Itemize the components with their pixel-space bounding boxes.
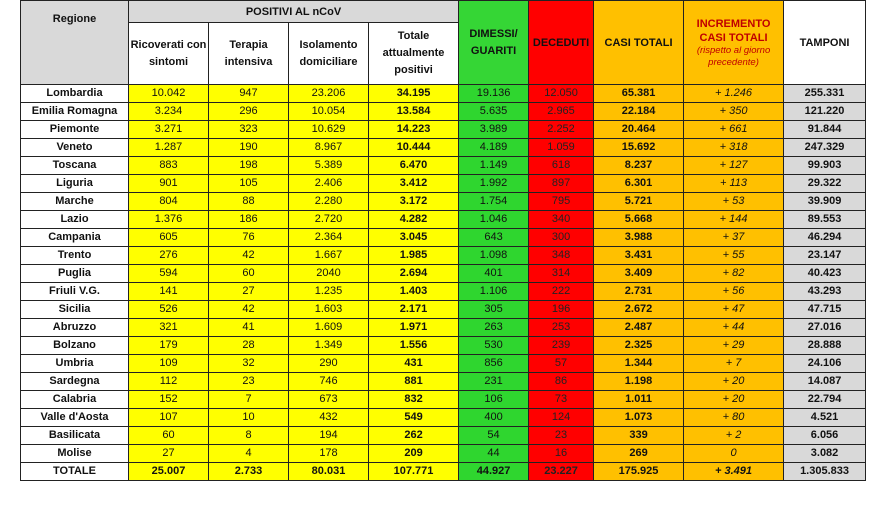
cell-ricoverati: 141 [129,283,209,301]
cell-ricoverati: 3.271 [129,121,209,139]
cell-deceduti: 253 [529,319,594,337]
cell-isolamento: 432 [289,409,369,427]
cell-ricoverati: 901 [129,175,209,193]
cell-tamponi: 247.329 [784,139,866,157]
cell-totale-positivi: 14.223 [369,121,459,139]
cell-totale-positivi: 832 [369,391,459,409]
table-row [21,157,866,175]
table-row [21,319,866,337]
header-positivi-group: POSITIVI AL nCoV [129,1,459,23]
table-row [21,355,866,373]
cell-tamponi: 24.106 [784,355,866,373]
cell-casi-totali: 2.672 [594,301,684,319]
cell-casi-totali: 175.925 [594,463,684,481]
cell-incremento: + 47 [684,301,784,319]
table-row [21,337,866,355]
cell-tamponi: 40.423 [784,265,866,283]
cell-incremento: + 661 [684,121,784,139]
cell-totale-positivi: 34.195 [369,85,459,103]
cell-dimessi: 856 [459,355,529,373]
cell-isolamento: 1.235 [289,283,369,301]
cell-tamponi: 4.521 [784,409,866,427]
cell-terapia: 4 [209,445,289,463]
cell-ricoverati: 804 [129,193,209,211]
cell-tamponi: 46.294 [784,229,866,247]
cell-terapia: 76 [209,229,289,247]
cell-casi-totali: 5.668 [594,211,684,229]
table-header [21,1,866,85]
cell-isolamento: 10.054 [289,103,369,121]
cell-tamponi: 28.888 [784,337,866,355]
header-ricoverati: Ricoverati con sintomi [129,23,209,85]
header-totale-positivi: Totale attualmente positivi [369,23,459,85]
cell-ricoverati: 276 [129,247,209,265]
cell-tamponi: 89.553 [784,211,866,229]
cell-totale-positivi: 1.971 [369,319,459,337]
cell-deceduti: 57 [529,355,594,373]
cell-region: Campania [21,229,129,247]
cell-casi-totali: 22.184 [594,103,684,121]
cell-casi-totali: 3.988 [594,229,684,247]
cell-incremento: + 80 [684,409,784,427]
cell-tamponi: 22.794 [784,391,866,409]
cell-dimessi: 1.149 [459,157,529,175]
cell-totale-positivi: 6.470 [369,157,459,175]
cell-totale-positivi: 3.172 [369,193,459,211]
cell-isolamento: 1.349 [289,337,369,355]
cell-ricoverati: 152 [129,391,209,409]
cell-isolamento: 1.603 [289,301,369,319]
cell-region: Lazio [21,211,129,229]
header-region: Regione [21,1,129,85]
cell-ricoverati: 109 [129,355,209,373]
cell-dimessi: 54 [459,427,529,445]
cell-deceduti: 897 [529,175,594,193]
cell-ricoverati: 10.042 [129,85,209,103]
table-row [21,229,866,247]
cell-region: Emilia Romagna [21,103,129,121]
cell-tamponi: 47.715 [784,301,866,319]
cell-deceduti: 1.059 [529,139,594,157]
cell-region: Abruzzo [21,319,129,337]
cell-isolamento: 8.967 [289,139,369,157]
cell-totale-positivi: 1.403 [369,283,459,301]
cell-region: Basilicata [21,427,129,445]
cell-ricoverati: 179 [129,337,209,355]
cell-dimessi: 231 [459,373,529,391]
cell-incremento: + 37 [684,229,784,247]
cell-region: Bolzano [21,337,129,355]
cell-deceduti: 196 [529,301,594,319]
cell-incremento: + 127 [684,157,784,175]
cell-ricoverati: 3.234 [129,103,209,121]
cell-dimessi: 263 [459,319,529,337]
cell-isolamento: 80.031 [289,463,369,481]
cell-tamponi: 39.909 [784,193,866,211]
cell-dimessi: 5.635 [459,103,529,121]
cell-incremento: + 1.246 [684,85,784,103]
cell-terapia: 323 [209,121,289,139]
cell-isolamento: 290 [289,355,369,373]
cell-region: Puglia [21,265,129,283]
cell-deceduti: 314 [529,265,594,283]
cell-deceduti: 23 [529,427,594,445]
table-row [21,247,866,265]
header-dimessi: DIMESSI/ GUARITI [459,1,529,85]
cell-incremento: + 318 [684,139,784,157]
cell-deceduti: 124 [529,409,594,427]
cell-dimessi: 400 [459,409,529,427]
cell-terapia: 27 [209,283,289,301]
cell-terapia: 947 [209,85,289,103]
cell-totale-positivi: 1.985 [369,247,459,265]
cell-ricoverati: 1.287 [129,139,209,157]
cell-totale-positivi: 881 [369,373,459,391]
cell-dimessi: 44 [459,445,529,463]
cell-incremento: + 53 [684,193,784,211]
cell-totale-positivi: 3.412 [369,175,459,193]
table-row [21,103,866,121]
cell-dimessi: 1.754 [459,193,529,211]
table-row [21,391,866,409]
cell-deceduti: 300 [529,229,594,247]
cell-tamponi: 255.331 [784,85,866,103]
cell-region: Toscana [21,157,129,175]
table-row [21,139,866,157]
cell-casi-totali: 1.011 [594,391,684,409]
cell-dimessi: 401 [459,265,529,283]
cell-incremento: + 82 [684,265,784,283]
cell-ricoverati: 25.007 [129,463,209,481]
cell-terapia: 198 [209,157,289,175]
header-deceduti: DECEDUTI [529,1,594,85]
cell-ricoverati: 27 [129,445,209,463]
covid-regional-table [20,0,866,481]
cell-tamponi: 43.293 [784,283,866,301]
table-row [21,175,866,193]
cell-terapia: 296 [209,103,289,121]
cell-incremento: + 44 [684,319,784,337]
cell-casi-totali: 5.721 [594,193,684,211]
cell-dimessi: 4.189 [459,139,529,157]
cell-terapia: 32 [209,355,289,373]
cell-incremento: + 20 [684,373,784,391]
header-incremento-subtitle: (rispetto al giorno precedente) [696,44,771,68]
cell-deceduti: 2.965 [529,103,594,121]
cell-terapia: 42 [209,247,289,265]
cell-tamponi: 23.147 [784,247,866,265]
cell-totale-positivi: 209 [369,445,459,463]
cell-casi-totali: 20.464 [594,121,684,139]
cell-incremento: + 20 [684,391,784,409]
cell-casi-totali: 1.344 [594,355,684,373]
cell-casi-totali: 65.381 [594,85,684,103]
cell-ricoverati: 112 [129,373,209,391]
cell-casi-totali: 3.431 [594,247,684,265]
cell-incremento: + 350 [684,103,784,121]
cell-terapia: 190 [209,139,289,157]
table-body [21,85,866,481]
cell-ricoverati: 594 [129,265,209,283]
cell-incremento: + 56 [684,283,784,301]
header-incremento-title: INCREMENTO CASI TOTALI [696,17,771,44]
cell-deceduti: 340 [529,211,594,229]
cell-isolamento: 178 [289,445,369,463]
cell-incremento: + 3.491 [684,463,784,481]
cell-dimessi: 44.927 [459,463,529,481]
cell-deceduti: 222 [529,283,594,301]
table-row [21,373,866,391]
cell-region: Sicilia [21,301,129,319]
cell-terapia: 2.733 [209,463,289,481]
cell-dimessi: 305 [459,301,529,319]
cell-dimessi: 1.992 [459,175,529,193]
cell-tamponi: 91.844 [784,121,866,139]
cell-region: Trento [21,247,129,265]
cell-region: Molise [21,445,129,463]
cell-tamponi: 6.056 [784,427,866,445]
cell-ricoverati: 883 [129,157,209,175]
cell-casi-totali: 339 [594,427,684,445]
cell-dimessi: 3.989 [459,121,529,139]
covid-table-container [20,0,866,481]
cell-tamponi: 121.220 [784,103,866,121]
cell-dimessi: 1.046 [459,211,529,229]
cell-terapia: 88 [209,193,289,211]
cell-ricoverati: 321 [129,319,209,337]
cell-isolamento: 2.364 [289,229,369,247]
cell-dimessi: 530 [459,337,529,355]
table-row [21,301,866,319]
cell-region: Umbria [21,355,129,373]
cell-casi-totali: 1.198 [594,373,684,391]
cell-totale-positivi: 10.444 [369,139,459,157]
cell-terapia: 60 [209,265,289,283]
cell-deceduti: 86 [529,373,594,391]
cell-isolamento: 1.667 [289,247,369,265]
cell-casi-totali: 2.487 [594,319,684,337]
cell-dimessi: 1.098 [459,247,529,265]
cell-casi-totali: 2.325 [594,337,684,355]
table-row [21,409,866,427]
cell-isolamento: 10.629 [289,121,369,139]
cell-totale-positivi: 107.771 [369,463,459,481]
cell-region: Lombardia [21,85,129,103]
table-row [21,427,866,445]
cell-isolamento: 746 [289,373,369,391]
cell-deceduti: 795 [529,193,594,211]
cell-deceduti: 348 [529,247,594,265]
cell-ricoverati: 526 [129,301,209,319]
cell-deceduti: 618 [529,157,594,175]
total-row [21,463,866,481]
cell-totale-positivi: 549 [369,409,459,427]
cell-terapia: 10 [209,409,289,427]
cell-dimessi: 106 [459,391,529,409]
cell-casi-totali: 6.301 [594,175,684,193]
cell-region: Sardegna [21,373,129,391]
cell-ricoverati: 107 [129,409,209,427]
cell-incremento: + 55 [684,247,784,265]
cell-region: Valle d'Aosta [21,409,129,427]
cell-incremento: + 29 [684,337,784,355]
cell-terapia: 42 [209,301,289,319]
cell-region: Friuli V.G. [21,283,129,301]
cell-terapia: 105 [209,175,289,193]
cell-isolamento: 2.280 [289,193,369,211]
cell-terapia: 7 [209,391,289,409]
cell-isolamento: 2.406 [289,175,369,193]
cell-region: Calabria [21,391,129,409]
cell-terapia: 186 [209,211,289,229]
cell-casi-totali: 8.237 [594,157,684,175]
cell-casi-totali: 269 [594,445,684,463]
table-row [21,121,866,139]
cell-deceduti: 239 [529,337,594,355]
cell-isolamento: 23.206 [289,85,369,103]
cell-casi-totali: 3.409 [594,265,684,283]
table-row [21,193,866,211]
cell-tamponi: 27.016 [784,319,866,337]
cell-incremento: + 2 [684,427,784,445]
header-isolamento: Isolamento domiciliare [289,23,369,85]
cell-totale-positivi: 13.584 [369,103,459,121]
cell-totale-positivi: 262 [369,427,459,445]
cell-totale-positivi: 1.556 [369,337,459,355]
cell-region: TOTALE [21,463,129,481]
cell-deceduti: 73 [529,391,594,409]
cell-region: Marche [21,193,129,211]
cell-isolamento: 2040 [289,265,369,283]
cell-dimessi: 1.106 [459,283,529,301]
cell-terapia: 28 [209,337,289,355]
cell-totale-positivi: 431 [369,355,459,373]
cell-tamponi: 3.082 [784,445,866,463]
cell-isolamento: 5.389 [289,157,369,175]
table-row [21,211,866,229]
cell-totale-positivi: 2.171 [369,301,459,319]
table-row [21,85,866,103]
cell-terapia: 8 [209,427,289,445]
cell-casi-totali: 2.731 [594,283,684,301]
cell-deceduti: 23.227 [529,463,594,481]
cell-totale-positivi: 3.045 [369,229,459,247]
cell-isolamento: 2.720 [289,211,369,229]
cell-tamponi: 14.087 [784,373,866,391]
table-row [21,265,866,283]
cell-tamponi: 1.305.833 [784,463,866,481]
cell-totale-positivi: 2.694 [369,265,459,283]
cell-casi-totali: 15.692 [594,139,684,157]
cell-ricoverati: 605 [129,229,209,247]
cell-ricoverati: 1.376 [129,211,209,229]
cell-incremento: + 113 [684,175,784,193]
cell-deceduti: 16 [529,445,594,463]
cell-region: Piemonte [21,121,129,139]
cell-region: Veneto [21,139,129,157]
header-casi-totali: CASI TOTALI [594,1,684,85]
cell-isolamento: 1.609 [289,319,369,337]
cell-terapia: 41 [209,319,289,337]
cell-terapia: 23 [209,373,289,391]
cell-isolamento: 673 [289,391,369,409]
cell-dimessi: 19.136 [459,85,529,103]
cell-dimessi: 643 [459,229,529,247]
header-tamponi: TAMPONI [784,1,866,85]
table-row [21,445,866,463]
cell-region: Liguria [21,175,129,193]
header-incremento [684,1,784,85]
cell-incremento: + 7 [684,355,784,373]
header-terapia: Terapia intensiva [209,23,289,85]
cell-tamponi: 29.322 [784,175,866,193]
cell-casi-totali: 1.073 [594,409,684,427]
cell-deceduti: 2.252 [529,121,594,139]
cell-ricoverati: 60 [129,427,209,445]
cell-isolamento: 194 [289,427,369,445]
cell-incremento: + 144 [684,211,784,229]
table-row [21,283,866,301]
cell-incremento: 0 [684,445,784,463]
cell-tamponi: 99.903 [784,157,866,175]
cell-totale-positivi: 4.282 [369,211,459,229]
cell-deceduti: 12.050 [529,85,594,103]
